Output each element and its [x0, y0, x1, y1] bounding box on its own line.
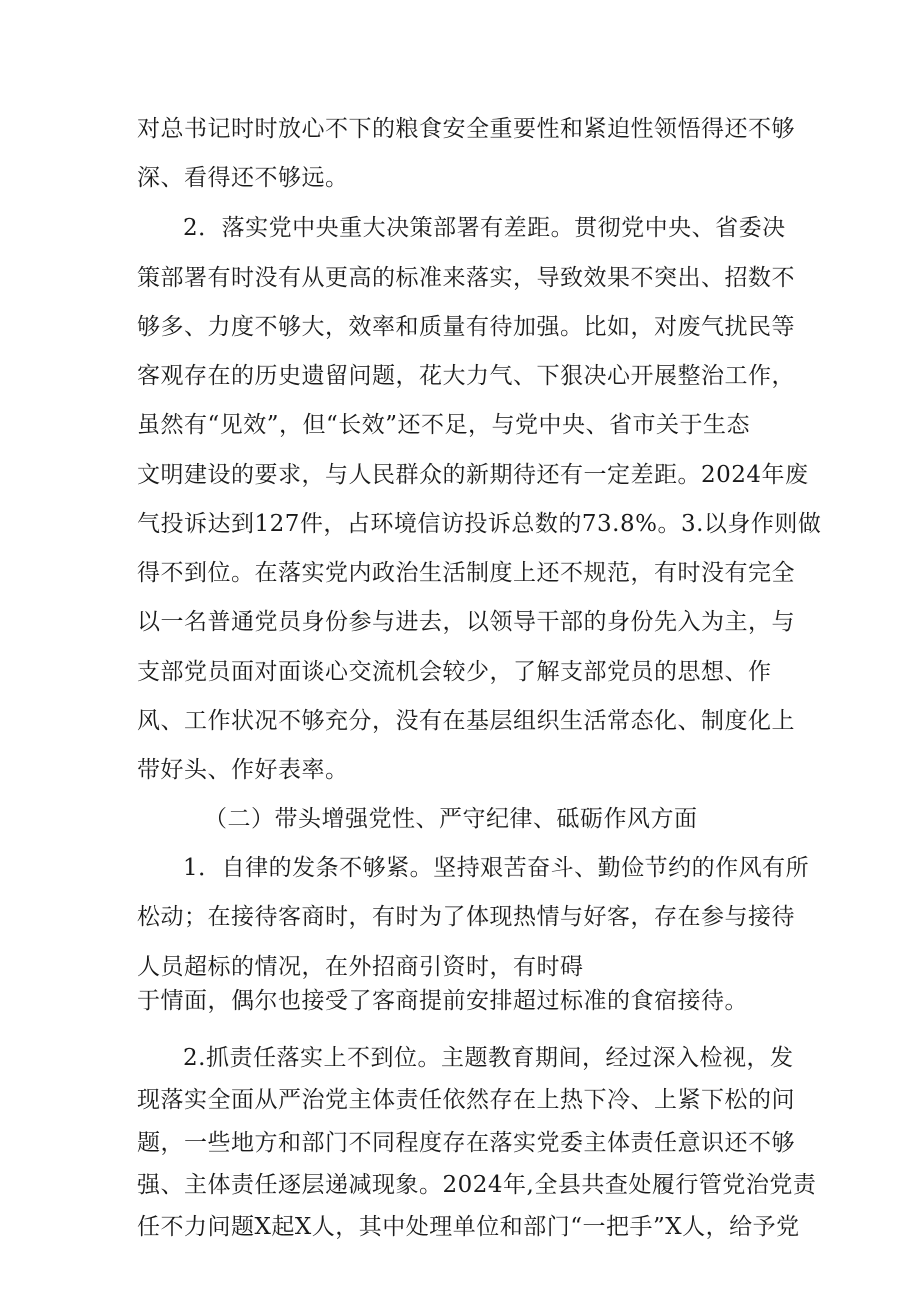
- paragraph-line: 松动；在接待客商时，有时为了体现热情与好客，存在参与接待: [137, 904, 795, 930]
- paragraph-line: 以一名普通党员身份参与进去，以领导干部的身份先入为主，与: [137, 609, 795, 635]
- paragraph-line: 人员超标的情况，在外招商引资时，有时碍: [137, 954, 584, 980]
- paragraph-line: 文明建设的要求，与人民群众的新期待还有一定差距。2024年废: [137, 462, 809, 488]
- paragraph-line: 强、主体责任逐层递减现象。2024年,全县共查处履行管党治党责: [137, 1172, 817, 1198]
- paragraph-line: 虽然有“见效”，但“长效”还不足，与党中央、省市关于生态: [137, 412, 751, 438]
- paragraph-line: 于情面，偶尔也接受了客商提前安排超过标准的食宿接待。: [137, 988, 748, 1014]
- paragraph-line: 策部署有时没有从更高的标准来落实，导致效果不突出、招数不: [137, 265, 795, 291]
- paragraph-line: 题，一些地方和部门不同程度存在落实党委主体责任意识还不够: [137, 1130, 795, 1156]
- paragraph-line: 1．自律的发条不够紧。坚持艰苦奋斗、勤俭节约的作风有所: [183, 855, 810, 881]
- paragraph-line: 2.抓责任落实上不到位。主题教育期间，经过深入检视，发: [183, 1045, 794, 1071]
- paragraph-line: 得不到位。在落实党内政治生活制度上还不规范，有时没有完全: [137, 560, 795, 586]
- section-heading: （二）带头增强党性、严守纪律、砥砺作风方面: [204, 806, 698, 832]
- paragraph-line: 够多、力度不够大，效率和质量有待加强。比如，对废气扰民等: [137, 314, 795, 340]
- paragraph-line: 任不力问题X起X人，其中处理单位和部门“一把手”X人，给予党: [137, 1214, 800, 1240]
- paragraph-line: 现落实全面从严治党主体责任依然存在上热下冷、上紧下松的问: [137, 1087, 795, 1113]
- paragraph-line: 气投诉达到127件，占环境信访投诉总数的73.8%。3.以身作则做: [137, 511, 822, 537]
- paragraph-line: 风、工作状况不够充分，没有在基层组织生活常态化、制度化上: [137, 708, 795, 734]
- paragraph-line: 带好头、作好表率。: [137, 757, 349, 783]
- paragraph-line: 2．落实党中央重大决策部署有差距。贯彻党中央、省委决: [183, 215, 786, 241]
- paragraph-line: 深、看得还不够远。: [137, 165, 349, 191]
- paragraph-line: 对总书记时时放心不下的粮食安全重要性和紧迫性领悟得还不够: [137, 116, 795, 142]
- paragraph-line: 支部党员面对面谈心交流机会较少，了解支部党员的思想、作: [137, 659, 772, 685]
- paragraph-line: 客观存在的历史遗留问题，花大力气、下狠决心开展整治工作，: [137, 363, 795, 389]
